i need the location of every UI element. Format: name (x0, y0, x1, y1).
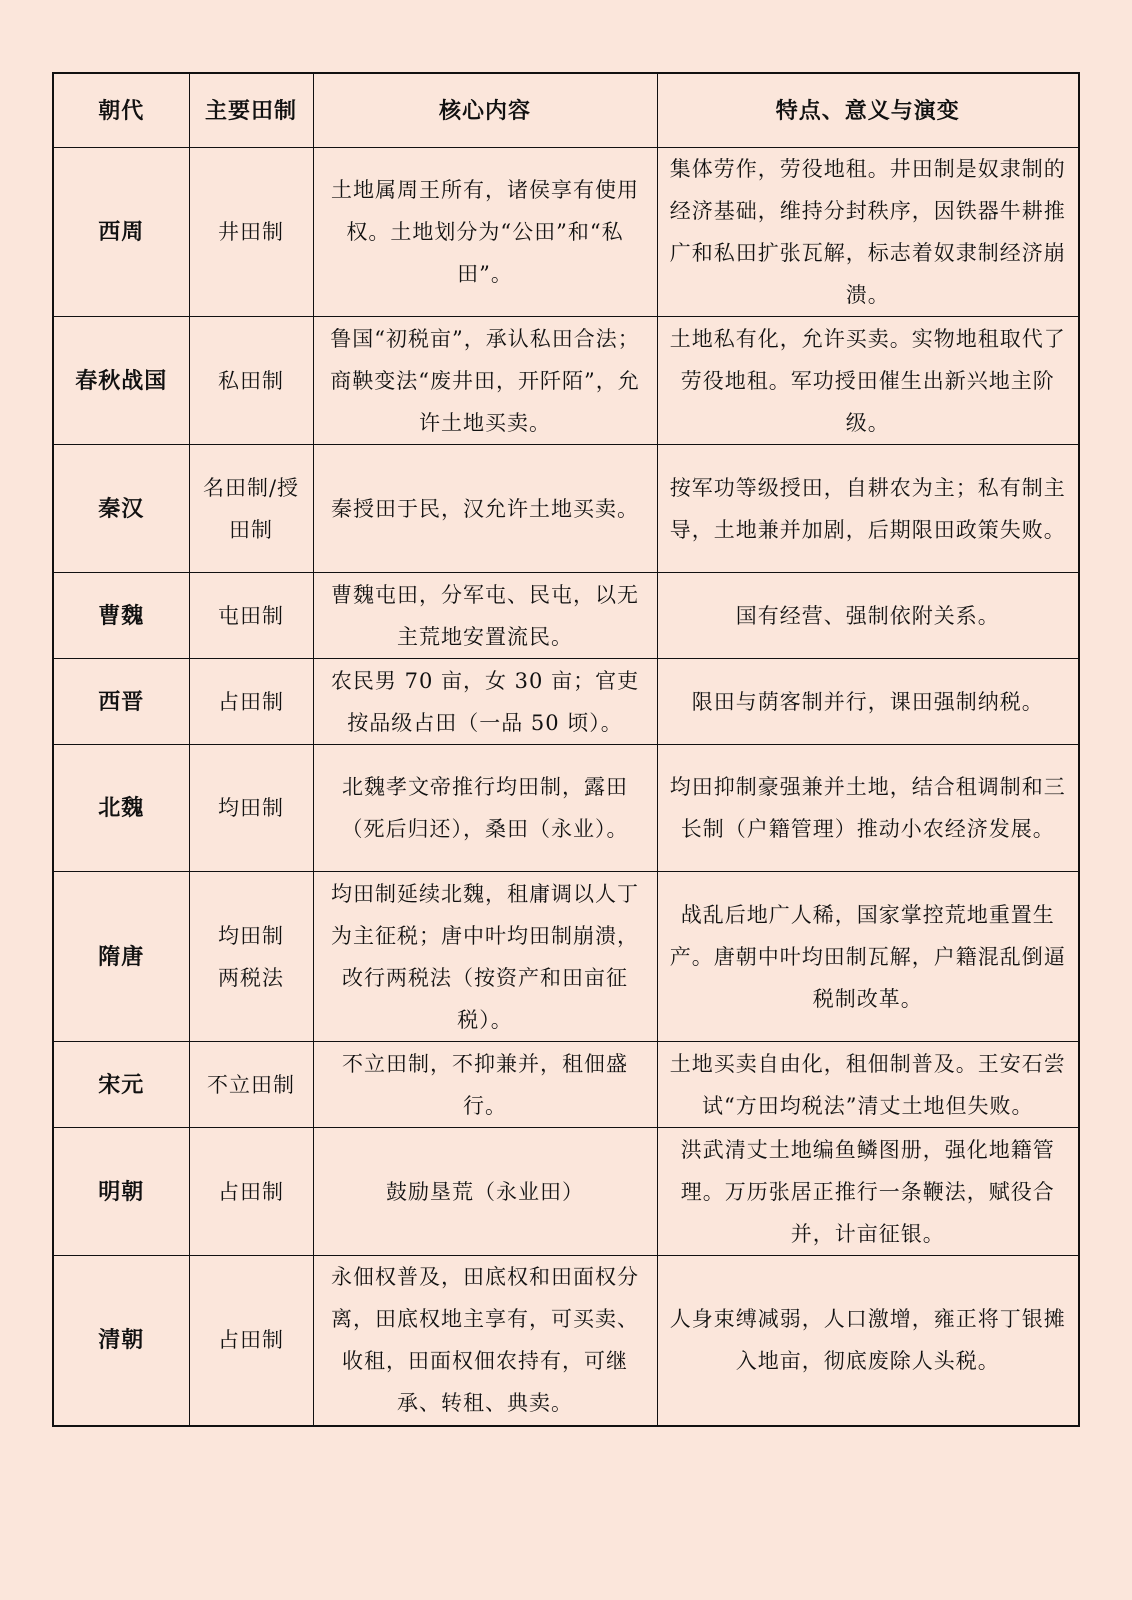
features-cell: 集体劳作，劳役地租。井田制是奴隶制的经济基础，维持分封秩序，因铁器牛耕推广和私田扩张瓦解，标志着奴隶制经济崩溃。 (657, 148, 1079, 317)
header-features: 特点、意义与演变 (657, 73, 1079, 148)
features-cell: 人身束缚减弱，人口激增，雍正将丁银摊入地亩，彻底废除人头税。 (657, 1256, 1079, 1426)
table-row (53, 1256, 1079, 1426)
dynasty-cell: 宋元 (53, 1042, 189, 1128)
table-row (53, 573, 1079, 659)
table-row (53, 148, 1079, 317)
dynasty-cell: 隋唐 (53, 872, 189, 1042)
content-cell: 均田制延续北魏，租庸调以人丁为主征税；唐中叶均田制崩溃，改行两税法（按资产和田亩征税）。 (313, 872, 657, 1042)
system-cell: 名田制/授田制 (189, 445, 313, 573)
table-row (53, 1042, 1079, 1128)
features-cell: 限田与荫客制并行，课田强制纳税。 (657, 659, 1079, 745)
content-cell: 农民男 70 亩，女 30 亩；官吏按品级占田（一品 50 顷）。 (313, 659, 657, 745)
dynasty-cell: 清朝 (53, 1256, 189, 1426)
features-cell: 土地私有化，允许买卖。实物地租取代了劳役地租。军功授田催生出新兴地主阶级。 (657, 317, 1079, 445)
dynasty-cell: 秦汉 (53, 445, 189, 573)
header-row (53, 73, 1079, 148)
system-cell: 均田制 (189, 745, 313, 872)
dynasty-cell: 北魏 (53, 745, 189, 872)
dynasty-cell: 明朝 (53, 1128, 189, 1256)
system-cell: 占田制 (189, 659, 313, 745)
content-cell: 曹魏屯田，分军屯、民屯，以无主荒地安置流民。 (313, 573, 657, 659)
land-system-table (52, 72, 1080, 1427)
table-row (53, 872, 1079, 1042)
dynasty-cell: 春秋战国 (53, 317, 189, 445)
dynasty-cell: 曹魏 (53, 573, 189, 659)
dynasty-cell: 西周 (53, 148, 189, 317)
system-cell: 屯田制 (189, 573, 313, 659)
system-cell: 占田制 (189, 1256, 313, 1426)
table-row (53, 659, 1079, 745)
system-cell: 不立田制 (189, 1042, 313, 1128)
dynasty-cell: 西晋 (53, 659, 189, 745)
content-cell: 鲁国“初税亩”，承认私田合法；商鞅变法“废井田，开阡陌”，允许土地买卖。 (313, 317, 657, 445)
table-row (53, 745, 1079, 872)
system-cell: 均田制两税法 (189, 872, 313, 1042)
content-cell: 土地属周王所有，诸侯享有使用权。土地划分为“公田”和“私田”。 (313, 148, 657, 317)
features-cell: 土地买卖自由化，租佃制普及。王安石尝试“方田均税法”清丈土地但失败。 (657, 1042, 1079, 1128)
header-system: 主要田制 (189, 73, 313, 148)
header-dynasty: 朝代 (53, 73, 189, 148)
features-cell: 均田抑制豪强兼并土地，结合租调制和三长制（户籍管理）推动小农经济发展。 (657, 745, 1079, 872)
features-cell: 洪武清丈土地编鱼鳞图册，强化地籍管理。万历张居正推行一条鞭法，赋役合并，计亩征银。 (657, 1128, 1079, 1256)
content-cell: 秦授田于民，汉允许土地买卖。 (313, 445, 657, 573)
table-row (53, 317, 1079, 445)
content-cell: 鼓励垦荒（永业田） (313, 1128, 657, 1256)
features-cell: 战乱后地广人稀，国家掌控荒地重置生产。唐朝中叶均田制瓦解，户籍混乱倒逼税制改革。 (657, 872, 1079, 1042)
system-cell: 井田制 (189, 148, 313, 317)
land-system-table-container (52, 72, 1078, 1427)
content-cell: 北魏孝文帝推行均田制，露田（死后归还），桑田（永业）。 (313, 745, 657, 872)
system-cell: 私田制 (189, 317, 313, 445)
content-cell: 不立田制，不抑兼并，租佃盛行。 (313, 1042, 657, 1128)
content-cell: 永佃权普及，田底权和田面权分离，田底权地主享有，可买卖、收租，田面权佃农持有，可继承、转租、典卖。 (313, 1256, 657, 1426)
system-cell: 占田制 (189, 1128, 313, 1256)
features-cell: 国有经营、强制依附关系。 (657, 573, 1079, 659)
header-content: 核心内容 (313, 73, 657, 148)
features-cell: 按军功等级授田，自耕农为主；私有制主导，土地兼并加剧，后期限田政策失败。 (657, 445, 1079, 573)
table-row (53, 1128, 1079, 1256)
table-row (53, 445, 1079, 573)
